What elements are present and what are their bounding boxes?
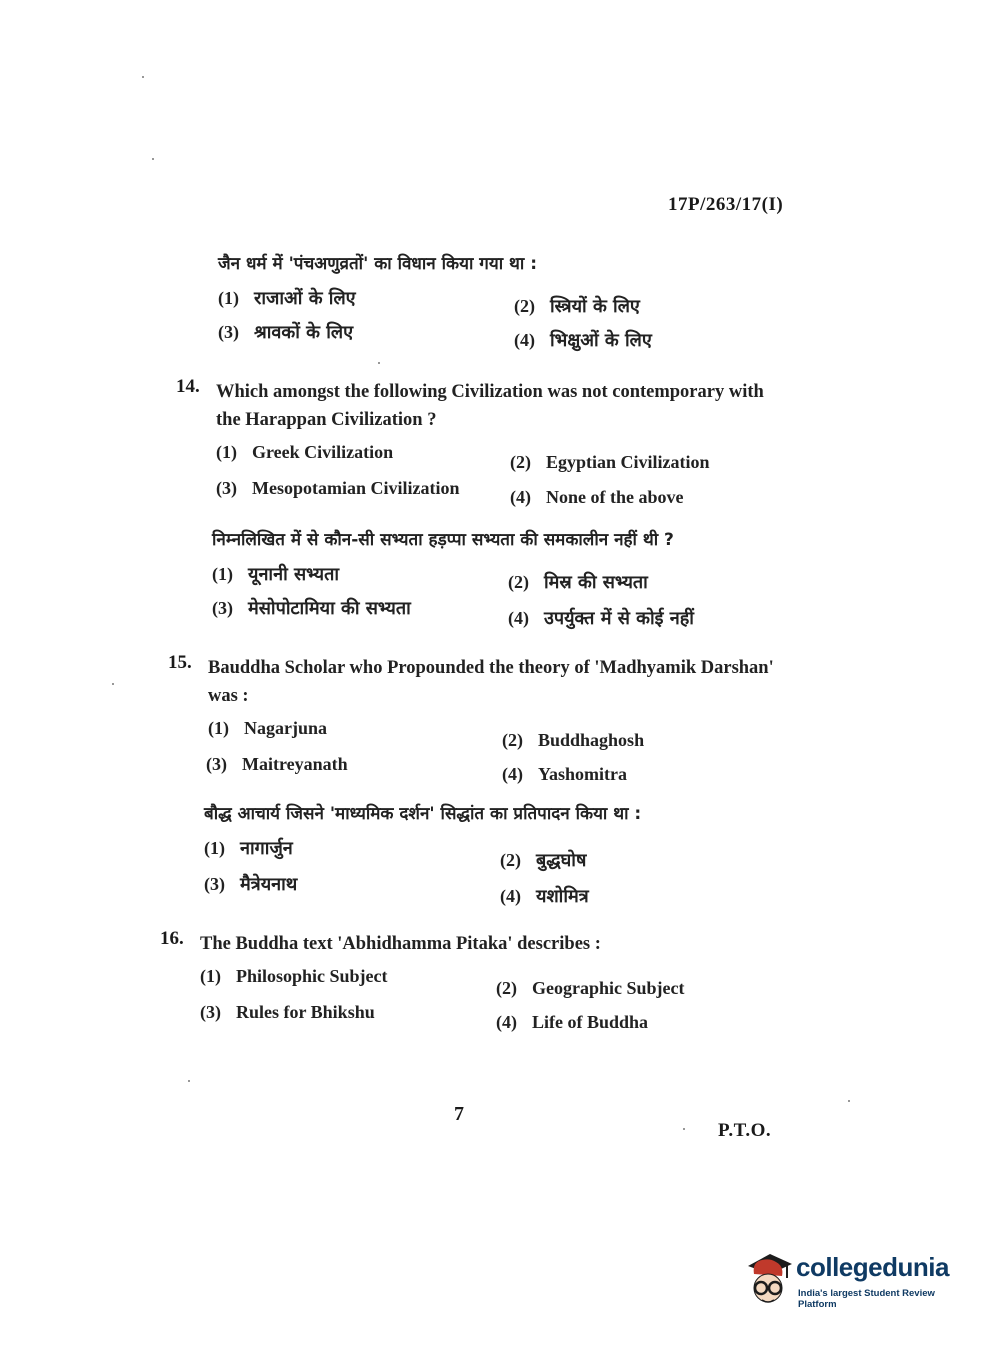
q15-hindi-option-4: (4) यशोमित्र [500,886,589,907]
brand-tagline: India's largest Student Review Platform [798,1288,935,1310]
q14-option-2: (2) Egyptian Civilization [510,452,710,472]
q15-hindi-option-2: (2) बुद्धघोष [500,850,587,871]
q13-hindi-text: जैन धर्म में 'पंचअणुव्रतों' का विधान किया गया था : [218,254,538,274]
q15-hindi-option-3: (3) मैत्रेयनाथ [204,874,298,895]
q16-option-1: (1) Philosophic Subject [200,966,388,986]
q16-option-4: (4) Life of Buddha [496,1012,649,1032]
q16-option-3: (3) Rules for Bhikshu [200,1002,375,1022]
collegedunia-logo [742,1248,972,1312]
q14-hindi-text: निम्नलिखित में से कौन-सी सभ्यता हड़प्पा सभ्यता की समकालीन नहीं थी ? [212,530,674,550]
q13-hindi-option-4: (4) भिक्षुओं के लिए [514,330,652,351]
scan-speck [152,158,154,160]
paper-code: 17P/263/17(I) [668,194,784,215]
q14-hindi-option-4: (4) उपर्युक्त में से कोई नहीं [508,608,694,629]
q15-option-1: (1) Nagarjuna [208,718,328,738]
pto-label: P.T.O. [718,1120,772,1141]
q14-hindi-option-3: (3) मेसोपोटामिया की सभ्यता [212,598,411,619]
q13-hindi-option-1: (1) राजाओं के लिए [218,288,356,309]
q15-option-4: (4) Yashomitra [502,764,627,784]
q15-hindi-option-1: (1) नागार्जुन [204,838,293,859]
q14-number: 14. [176,376,200,397]
q14-text-line2: the Harappan Civilization ? [216,410,437,430]
scan-speck [142,76,144,78]
scan-speck [112,683,114,685]
scan-speck [683,1128,685,1130]
q15-number: 15. [168,652,192,673]
q13-hindi-option-3: (3) श्रावकों के लिए [218,322,354,343]
student-mascot-icon [742,1248,796,1312]
q14-hindi-option-2: (2) मिस्र की सभ्यता [508,572,648,593]
q15-option-3: (3) Maitreyanath [206,754,348,774]
q14-option-4: (4) None of the above [510,487,684,507]
q15-text-line1: Bauddha Scholar who Propounded the theory of 'Madhyamik Darshan' [208,658,774,678]
q15-option-2: (2) Buddhaghosh [502,730,645,750]
q14-option-3: (3) Mesopotamian Civilization [216,478,460,498]
q14-option-1: (1) Greek Civilization [216,442,394,462]
scan-speck [188,1080,190,1082]
q16-number: 16. [160,928,184,949]
q16-text: The Buddha text 'Abhidhamma Pitaka' describes : [200,934,601,954]
page-number: 7 [454,1103,464,1125]
q15-text-line2: was : [208,686,249,706]
scan-speck [848,1100,850,1102]
q15-hindi-text: बौद्ध आचार्य जिसने 'माध्यमिक दर्शन' सिद्धांत का प्रतिपादन किया था : [204,804,642,824]
brand-name: collegedunia [796,1252,949,1282]
q13-hindi-option-2: (2) स्त्रियों के लिए [514,296,640,317]
q14-text-line1: Which amongst the following Civilization was not contemporary with [216,382,764,402]
q14-hindi-option-1: (1) यूनानी सभ्यता [212,564,340,585]
scan-speck [378,362,380,364]
q16-option-2: (2) Geographic Subject [496,978,685,998]
